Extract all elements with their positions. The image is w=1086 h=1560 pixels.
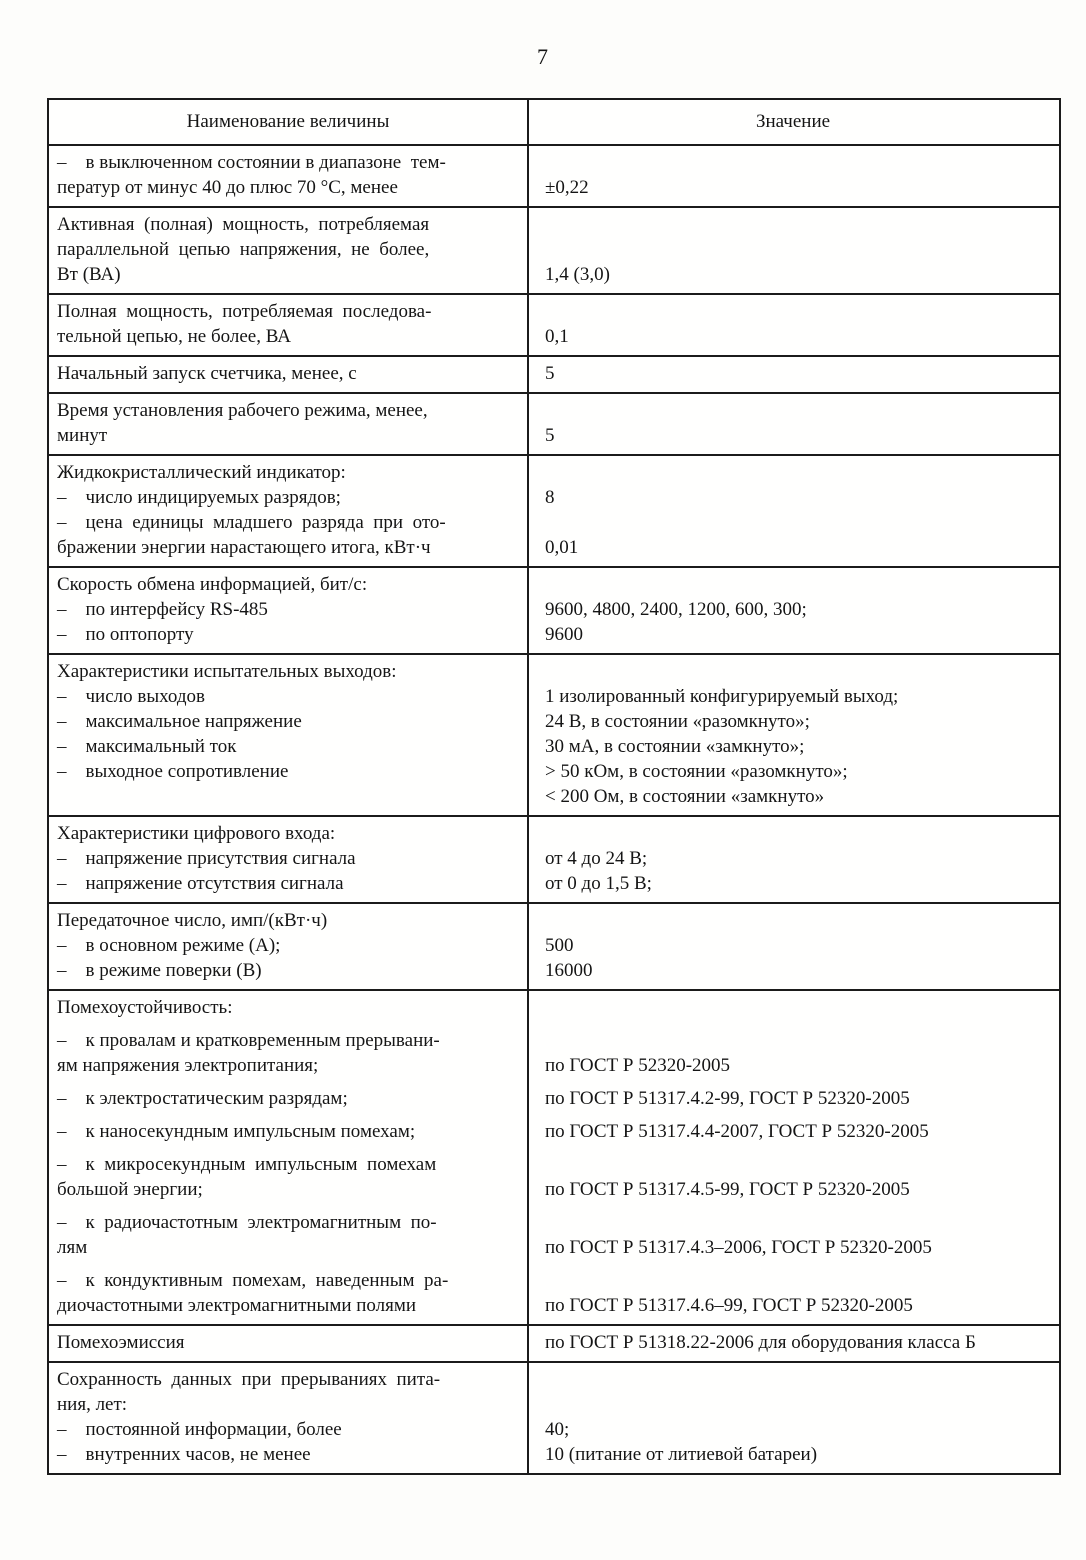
value-cell bbox=[527, 1152, 1059, 1202]
value-cell-line: от 0 до 1,5 В; bbox=[545, 873, 652, 894]
name-cell bbox=[49, 1119, 527, 1144]
value-cell bbox=[527, 212, 1059, 287]
table-row-block bbox=[49, 460, 1059, 485]
name-cell-line: – максимальное напряжение bbox=[57, 711, 302, 732]
value-cell bbox=[527, 1268, 1059, 1318]
table-row-block bbox=[49, 659, 1059, 684]
name-cell-line: – напряжение присутствия сигнала bbox=[57, 848, 356, 869]
table-row-block bbox=[49, 759, 1059, 809]
name-cell-line: минут bbox=[57, 425, 108, 446]
name-cell bbox=[49, 1442, 527, 1467]
value-cell bbox=[527, 1367, 1059, 1417]
name-cell bbox=[49, 460, 527, 485]
name-cell-line: большой энергии; bbox=[57, 1179, 203, 1200]
name-cell-line: Активная (полная) мощность, потребляемая bbox=[57, 214, 430, 235]
name-cell-line: тельной цепью, не более, ВА bbox=[57, 326, 291, 347]
name-cell-line: Начальный запуск счетчика, менее, с bbox=[57, 363, 357, 384]
table-row bbox=[49, 144, 1059, 206]
name-cell bbox=[49, 1268, 527, 1318]
name-cell bbox=[49, 684, 527, 709]
name-cell-line: – число индицируемых разрядов; bbox=[57, 487, 341, 508]
name-cell-line: бражении энергии нарастающего итога, кВт·ч bbox=[57, 537, 431, 558]
value-cell-line: 1 изолированный конфигурируемый выход; bbox=[545, 686, 899, 707]
value-cell bbox=[527, 908, 1059, 933]
table-row-block bbox=[49, 398, 1059, 448]
table-row-block bbox=[49, 1367, 1059, 1417]
name-cell-line: Скорость обмена информацией, бит/с: bbox=[57, 574, 368, 595]
value-cell bbox=[527, 572, 1059, 597]
table-row-block bbox=[49, 622, 1059, 647]
value-cell-line: 5 bbox=[545, 425, 555, 446]
table-row-block bbox=[49, 150, 1059, 200]
name-cell-line: – к электростатическим разрядам; bbox=[57, 1088, 348, 1109]
table-row-block bbox=[49, 485, 1059, 510]
table-row bbox=[49, 815, 1059, 902]
name-cell bbox=[49, 659, 527, 684]
name-cell-line: Сохранность данных при прерываниях пита- bbox=[57, 1369, 441, 1390]
table-row bbox=[49, 653, 1059, 815]
name-cell-line: Помехоустойчивость: bbox=[57, 997, 233, 1018]
value-cell-line: по ГОСТ Р 52320-2005 bbox=[545, 1055, 731, 1076]
name-cell bbox=[49, 759, 527, 809]
value-cell bbox=[527, 659, 1059, 684]
value-cell-line: > 50 кОм, в состоянии «разомкнуто»; bbox=[545, 761, 848, 782]
name-cell-line: Передаточное число, имп/(кВт·ч) bbox=[57, 910, 328, 931]
name-cell bbox=[49, 1330, 527, 1355]
value-cell-line: 40; bbox=[545, 1419, 570, 1440]
name-cell-line: – к радиочастотным электромагнитным по- bbox=[57, 1212, 437, 1233]
name-cell-line: Помехоэмиссия bbox=[57, 1332, 185, 1353]
name-cell-line: Вт (ВА) bbox=[57, 264, 121, 285]
table-row-block bbox=[49, 871, 1059, 896]
name-cell-line: – цена единицы младшего разряда при ото- bbox=[57, 512, 446, 533]
value-cell bbox=[527, 1330, 1059, 1355]
name-cell bbox=[49, 1152, 527, 1202]
name-cell-line: – напряжение отсутствия сигнала bbox=[57, 873, 344, 894]
value-cell bbox=[527, 1442, 1059, 1467]
value-cell bbox=[527, 933, 1059, 958]
value-cell bbox=[527, 709, 1059, 734]
name-cell bbox=[49, 150, 527, 200]
name-cell bbox=[49, 299, 527, 349]
name-cell-line: – по интерфейсу RS-485 bbox=[57, 599, 268, 620]
value-cell-line: 9600 bbox=[545, 624, 583, 645]
name-cell-line: Характеристики испытательных выходов: bbox=[57, 661, 397, 682]
name-cell-line: – по оптопорту bbox=[57, 624, 194, 645]
name-cell-line: – число выходов bbox=[57, 686, 205, 707]
value-cell bbox=[527, 1417, 1059, 1442]
table-row-block bbox=[49, 958, 1059, 983]
name-cell bbox=[49, 1210, 527, 1260]
table-body bbox=[49, 144, 1059, 1473]
name-cell bbox=[49, 709, 527, 734]
table-row-block bbox=[49, 1210, 1059, 1260]
value-cell-line: по ГОСТ Р 51318.22-2006 для оборудования класса Б bbox=[545, 1332, 976, 1353]
table-row bbox=[49, 293, 1059, 355]
value-cell-line: 0,01 bbox=[545, 537, 579, 558]
table-row-block bbox=[49, 709, 1059, 734]
table-row-block bbox=[49, 1086, 1059, 1111]
name-cell bbox=[49, 1367, 527, 1417]
value-cell-line: 16000 bbox=[545, 960, 593, 981]
value-cell bbox=[527, 734, 1059, 759]
table-row-block bbox=[49, 572, 1059, 597]
name-cell bbox=[49, 597, 527, 622]
value-cell bbox=[527, 995, 1059, 1020]
value-cell-line: по ГОСТ Р 51317.4.6–99, ГОСТ Р 52320-2005 bbox=[545, 1295, 913, 1316]
value-cell-line: 500 bbox=[545, 935, 574, 956]
name-cell-line: Полная мощность, потребляемая последова- bbox=[57, 301, 432, 322]
value-cell-line: 0,1 bbox=[545, 326, 569, 347]
table-row bbox=[49, 989, 1059, 1324]
table-row-block bbox=[49, 684, 1059, 709]
table-row-block bbox=[49, 361, 1059, 386]
value-cell bbox=[527, 1210, 1059, 1260]
value-cell bbox=[527, 871, 1059, 896]
table-row bbox=[49, 1324, 1059, 1361]
name-cell-line: – в основном режиме (А); bbox=[57, 935, 281, 956]
name-cell-line: ператур от минус 40 до плюс 70 °С, менее bbox=[57, 177, 398, 198]
value-cell bbox=[527, 510, 1059, 560]
name-cell bbox=[49, 958, 527, 983]
table-row bbox=[49, 392, 1059, 454]
name-cell bbox=[49, 821, 527, 846]
table-header-row bbox=[49, 100, 1059, 144]
value-cell bbox=[527, 1119, 1059, 1144]
value-cell-line: по ГОСТ Р 51317.4.3–2006, ГОСТ Р 52320-2005 bbox=[545, 1237, 932, 1258]
name-cell bbox=[49, 572, 527, 597]
name-cell-line: ям напряжения электропитания; bbox=[57, 1055, 319, 1076]
value-cell-line: по ГОСТ Р 51317.4.2-99, ГОСТ Р 52320-2005 bbox=[545, 1088, 910, 1109]
name-cell-line: – к микросекундным импульсным помехам bbox=[57, 1154, 437, 1175]
name-cell bbox=[49, 933, 527, 958]
name-cell-line: параллельной цепью напряжения, не более, bbox=[57, 239, 430, 260]
table-row-block bbox=[49, 734, 1059, 759]
name-cell bbox=[49, 1086, 527, 1111]
page-number: 7 bbox=[537, 44, 549, 69]
name-cell-line: Жидкокристаллический индикатор: bbox=[57, 462, 346, 483]
name-cell-line: Время установления рабочего режима, менее, bbox=[57, 400, 428, 421]
value-cell-line: по ГОСТ Р 51317.4.4-2007, ГОСТ Р 52320-2005 bbox=[545, 1121, 929, 1142]
name-cell-line: – к наносекундным импульсным помехам; bbox=[57, 1121, 416, 1142]
name-cell bbox=[49, 734, 527, 759]
table-row-block bbox=[49, 821, 1059, 846]
value-cell bbox=[527, 622, 1059, 647]
value-cell bbox=[527, 759, 1059, 809]
name-cell bbox=[49, 361, 527, 386]
table-row-block bbox=[49, 1442, 1059, 1467]
value-cell bbox=[527, 460, 1059, 485]
value-cell-line: по ГОСТ Р 51317.4.5-99, ГОСТ Р 52320-2005 bbox=[545, 1179, 910, 1200]
name-cell bbox=[49, 510, 527, 560]
value-cell bbox=[527, 1028, 1059, 1078]
name-cell-line: – в режиме поверки (В) bbox=[57, 960, 262, 981]
name-cell-line: Характеристики цифрового входа: bbox=[57, 823, 336, 844]
name-cell-line: – максимальный ток bbox=[57, 736, 237, 757]
table-row bbox=[49, 902, 1059, 989]
name-cell-line: – внутренних часов, не менее bbox=[57, 1444, 311, 1465]
value-cell-line: 1,4 (3,0) bbox=[545, 264, 610, 285]
value-cell bbox=[527, 1086, 1059, 1111]
name-cell-line: лям bbox=[57, 1237, 88, 1258]
value-cell-line: от 4 до 24 В; bbox=[545, 848, 648, 869]
table-row-block bbox=[49, 510, 1059, 560]
name-cell bbox=[49, 1417, 527, 1442]
value-cell bbox=[527, 299, 1059, 349]
table-row-block bbox=[49, 597, 1059, 622]
value-cell-line: 5 bbox=[545, 363, 555, 384]
name-cell bbox=[49, 995, 527, 1020]
value-cell bbox=[527, 361, 1059, 386]
value-cell-line: 10 (питание от литиевой батареи) bbox=[545, 1444, 818, 1465]
table-row bbox=[49, 454, 1059, 566]
name-cell-line: – выходное сопротивление bbox=[57, 761, 289, 782]
name-cell-line: – к провалам и кратковременным прерывани- bbox=[57, 1030, 440, 1051]
name-cell bbox=[49, 485, 527, 510]
name-cell-line: – в выключенном состоянии в диапазоне тем- bbox=[57, 152, 446, 173]
value-cell bbox=[527, 958, 1059, 983]
name-cell-line: диочастотными электромагнитными полями bbox=[57, 1295, 417, 1316]
table-row bbox=[49, 206, 1059, 293]
table-row bbox=[49, 1361, 1059, 1473]
name-cell bbox=[49, 398, 527, 448]
value-cell-line: 8 bbox=[545, 487, 555, 508]
table-row-block bbox=[49, 846, 1059, 871]
value-cell bbox=[527, 684, 1059, 709]
name-cell bbox=[49, 622, 527, 647]
table-row-block bbox=[49, 299, 1059, 349]
name-cell bbox=[49, 908, 527, 933]
value-cell-line: 9600, 4800, 2400, 1200, 600, 300; bbox=[545, 599, 807, 620]
table-row bbox=[49, 566, 1059, 653]
table-row-block bbox=[49, 1152, 1059, 1202]
spec-table bbox=[47, 98, 1061, 1475]
value-cell bbox=[527, 821, 1059, 846]
header-value-column: Значение bbox=[755, 111, 831, 132]
name-cell-line: ния, лет: bbox=[57, 1394, 128, 1415]
table-row-block bbox=[49, 995, 1059, 1020]
header-name-column: Наименование величины bbox=[186, 111, 390, 132]
name-cell bbox=[49, 871, 527, 896]
table-row-block bbox=[49, 1028, 1059, 1078]
value-cell bbox=[527, 597, 1059, 622]
table-row-block bbox=[49, 1330, 1059, 1355]
value-cell-line: < 200 Ом, в состоянии «замкнуто» bbox=[545, 786, 825, 807]
value-cell-line: 24 В, в состоянии «разомкнуто»; bbox=[545, 711, 810, 732]
value-cell-line: 30 мА, в состоянии «замкнуто»; bbox=[545, 736, 805, 757]
name-cell-line: – постоянной информации, более bbox=[57, 1419, 342, 1440]
table-row-block bbox=[49, 1417, 1059, 1442]
name-cell bbox=[49, 212, 527, 287]
value-cell bbox=[527, 150, 1059, 200]
name-cell bbox=[49, 1028, 527, 1078]
table-row-block bbox=[49, 1119, 1059, 1144]
name-cell bbox=[49, 846, 527, 871]
value-cell bbox=[527, 846, 1059, 871]
value-cell-line: ±0,22 bbox=[545, 177, 589, 198]
table-row bbox=[49, 355, 1059, 392]
table-row-block bbox=[49, 908, 1059, 933]
value-cell bbox=[527, 485, 1059, 510]
value-cell bbox=[527, 398, 1059, 448]
table-row-block bbox=[49, 1268, 1059, 1318]
table-row-block bbox=[49, 212, 1059, 287]
table-row-block bbox=[49, 933, 1059, 958]
name-cell-line: – к кондуктивным помехам, наведенным ра- bbox=[57, 1270, 449, 1291]
